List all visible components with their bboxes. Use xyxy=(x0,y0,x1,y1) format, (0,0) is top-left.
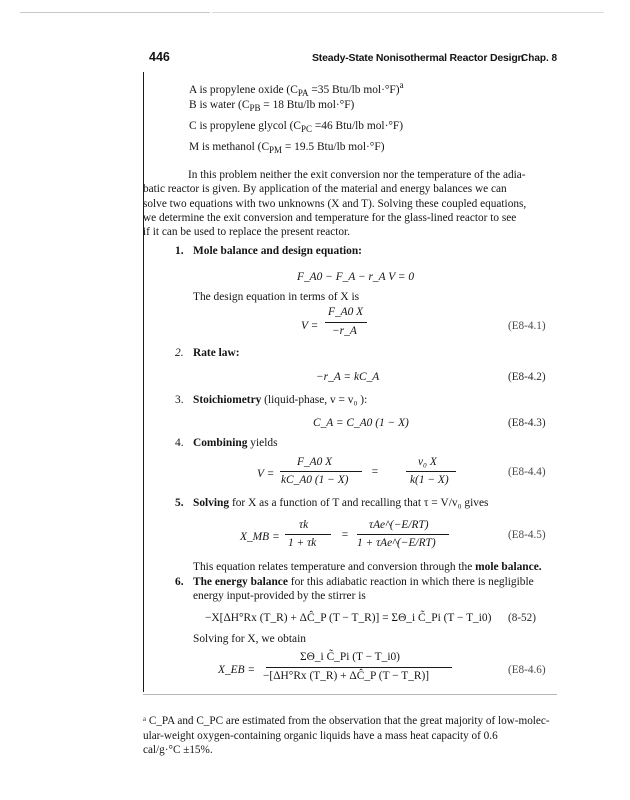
margin-bar xyxy=(143,72,144,692)
mole-balance-sentence: This equation relates temperature and conversion through the mole balance. xyxy=(193,561,542,573)
eq4-denominator-2: k(1 − X) xyxy=(410,474,449,486)
step-6-text: The energy balance for this adiabatic reaction in which there is negligible xyxy=(193,576,534,588)
eq4-lhs: V = xyxy=(257,468,275,480)
step-4-text: Combining yields xyxy=(193,437,278,449)
species-line-b: B is water ($C_{PB} = 18$ Btu/lb mol·°F) xyxy=(189,99,355,113)
intro-line: batic reactor is given. By application of the material and energy balances we can xyxy=(143,183,507,196)
step-5-text: Solving for X as a function of T and recalling that τ = V/v₀ gives xyxy=(193,497,489,509)
footnote-line: ular-weight oxygen-containing organic liquids have a mass heat capacity of 0.6 xyxy=(143,729,498,742)
fraction-bar xyxy=(357,534,449,535)
eq1-numerator: F_A0 X xyxy=(328,306,364,318)
equation-tag: (8-52) xyxy=(508,612,536,624)
fraction-bar xyxy=(406,471,456,472)
intro-line: solve two equations with two unknowns (X and T). Solving these coupled equations, xyxy=(143,197,527,210)
equation-tag: (E8-4.2) xyxy=(508,371,546,383)
running-title: Steady-State Nonisothermal Reactor Design xyxy=(312,52,524,64)
eq6-lhs: X_EB = xyxy=(218,664,256,676)
equation-tag: (E8-4.4) xyxy=(508,466,546,478)
eq4-numerator-1: F_A0 X xyxy=(297,456,333,468)
species-line-c: C is propylene glycol ($C_{PC} =46$ Btu/lb mol·°F) xyxy=(189,120,404,134)
eq5-lhs: X_MB = xyxy=(240,531,280,543)
step-1-title: Mole balance and design equation: xyxy=(193,245,362,257)
eq5-numerator-2: τAe^(−E/RT) xyxy=(369,519,429,531)
species-line-a: A is propylene oxide ($C_{PA} =35$ Btu/lb mol·°F)$^a$ xyxy=(189,80,404,98)
intro-line: In this problem neither the exit conversion nor the temperature of the adia- xyxy=(188,169,526,181)
footnote-line: cal/g·°C ±15%. xyxy=(143,744,213,756)
step-3-text: Stoichiometry (liquid-phase, v = v₀ ): xyxy=(193,394,368,406)
fraction-bar xyxy=(325,322,367,323)
eq4-numerator-2: v₀ X xyxy=(418,456,437,468)
page-number: 446 xyxy=(149,50,170,64)
fraction-bar xyxy=(280,471,362,472)
eq1-denominator: −r_A xyxy=(332,325,357,337)
eq1-lhs: V = xyxy=(301,320,319,332)
step-6-line-2: energy input-provided by the stirrer is xyxy=(193,590,366,602)
intro-line: we determine the exit conversion and temperature for the glass-lined reactor to see xyxy=(143,211,517,224)
step-3-number: 3. xyxy=(175,394,184,406)
solving-for-x-text: Solving for X, we obtain xyxy=(193,633,306,645)
equation-tag: (E8-4.5) xyxy=(508,529,546,541)
intro-line: if it can be used to replace the present reactor. xyxy=(143,226,351,239)
equation-tag: (E8-4.1) xyxy=(508,320,546,332)
mole-balance-equation: F_A0 − F_A − r_A V = 0 xyxy=(297,271,415,283)
energy-balance-equation: −X[ΔH°Rx (T_R) + ΔĈ_P (T − T_R)] = ΣΘ_i C̃_Pi (T − T_i0) xyxy=(205,612,492,624)
eq6-denominator: −[ΔH°Rx (T_R) + ΔĈ_P (T − T_R)] xyxy=(263,670,430,682)
footnote-line: ᵃ C_PA and C_PC are estimated from the observation that the great majority of low-molec- xyxy=(143,715,550,727)
eq5-equals: = xyxy=(341,529,349,541)
eq5-denominator-2: 1 + τAe^(−E/RT) xyxy=(357,537,436,549)
rate-law-equation: −r_A = kC_A xyxy=(316,371,380,383)
eq6-numerator: ΣΘ_i C̃_Pi (T − T_i0) xyxy=(300,651,400,663)
design-equation-intro: The design equation in terms of X is xyxy=(193,291,360,303)
step-4-number: 4. xyxy=(175,437,184,449)
top-rule-right xyxy=(212,12,604,13)
stoichiometry-equation: C_A = C_A0 (1 − X) xyxy=(313,417,409,429)
step-2-title: Rate law: xyxy=(193,347,240,359)
step-5-number: 5. xyxy=(175,497,184,509)
eq5-denominator-1: 1 + τk xyxy=(288,537,317,549)
top-rule-left xyxy=(20,12,210,13)
chapter-label: Chap. 8 xyxy=(521,53,558,64)
equation-tag: (E8-4.6) xyxy=(508,664,546,676)
equation-tag: (E8-4.3) xyxy=(508,417,546,429)
eq4-denominator-1: kC_A0 (1 − X) xyxy=(281,474,349,486)
fraction-bar xyxy=(285,534,331,535)
eq5-numerator-1: τk xyxy=(299,519,309,531)
eq4-equals: = xyxy=(371,466,379,478)
fraction-bar xyxy=(266,667,452,668)
intro-paragraph xyxy=(143,168,554,239)
step-6-number: 6. xyxy=(175,576,184,588)
footnote xyxy=(143,714,563,758)
species-line-m: M is methanol ($C_{PM} = 19.5$ Btu/lb mol·°F) xyxy=(189,141,385,155)
step-1-number: 1. xyxy=(175,245,184,257)
footnote-rule xyxy=(143,694,557,695)
step-2-number: 2. xyxy=(175,347,184,359)
